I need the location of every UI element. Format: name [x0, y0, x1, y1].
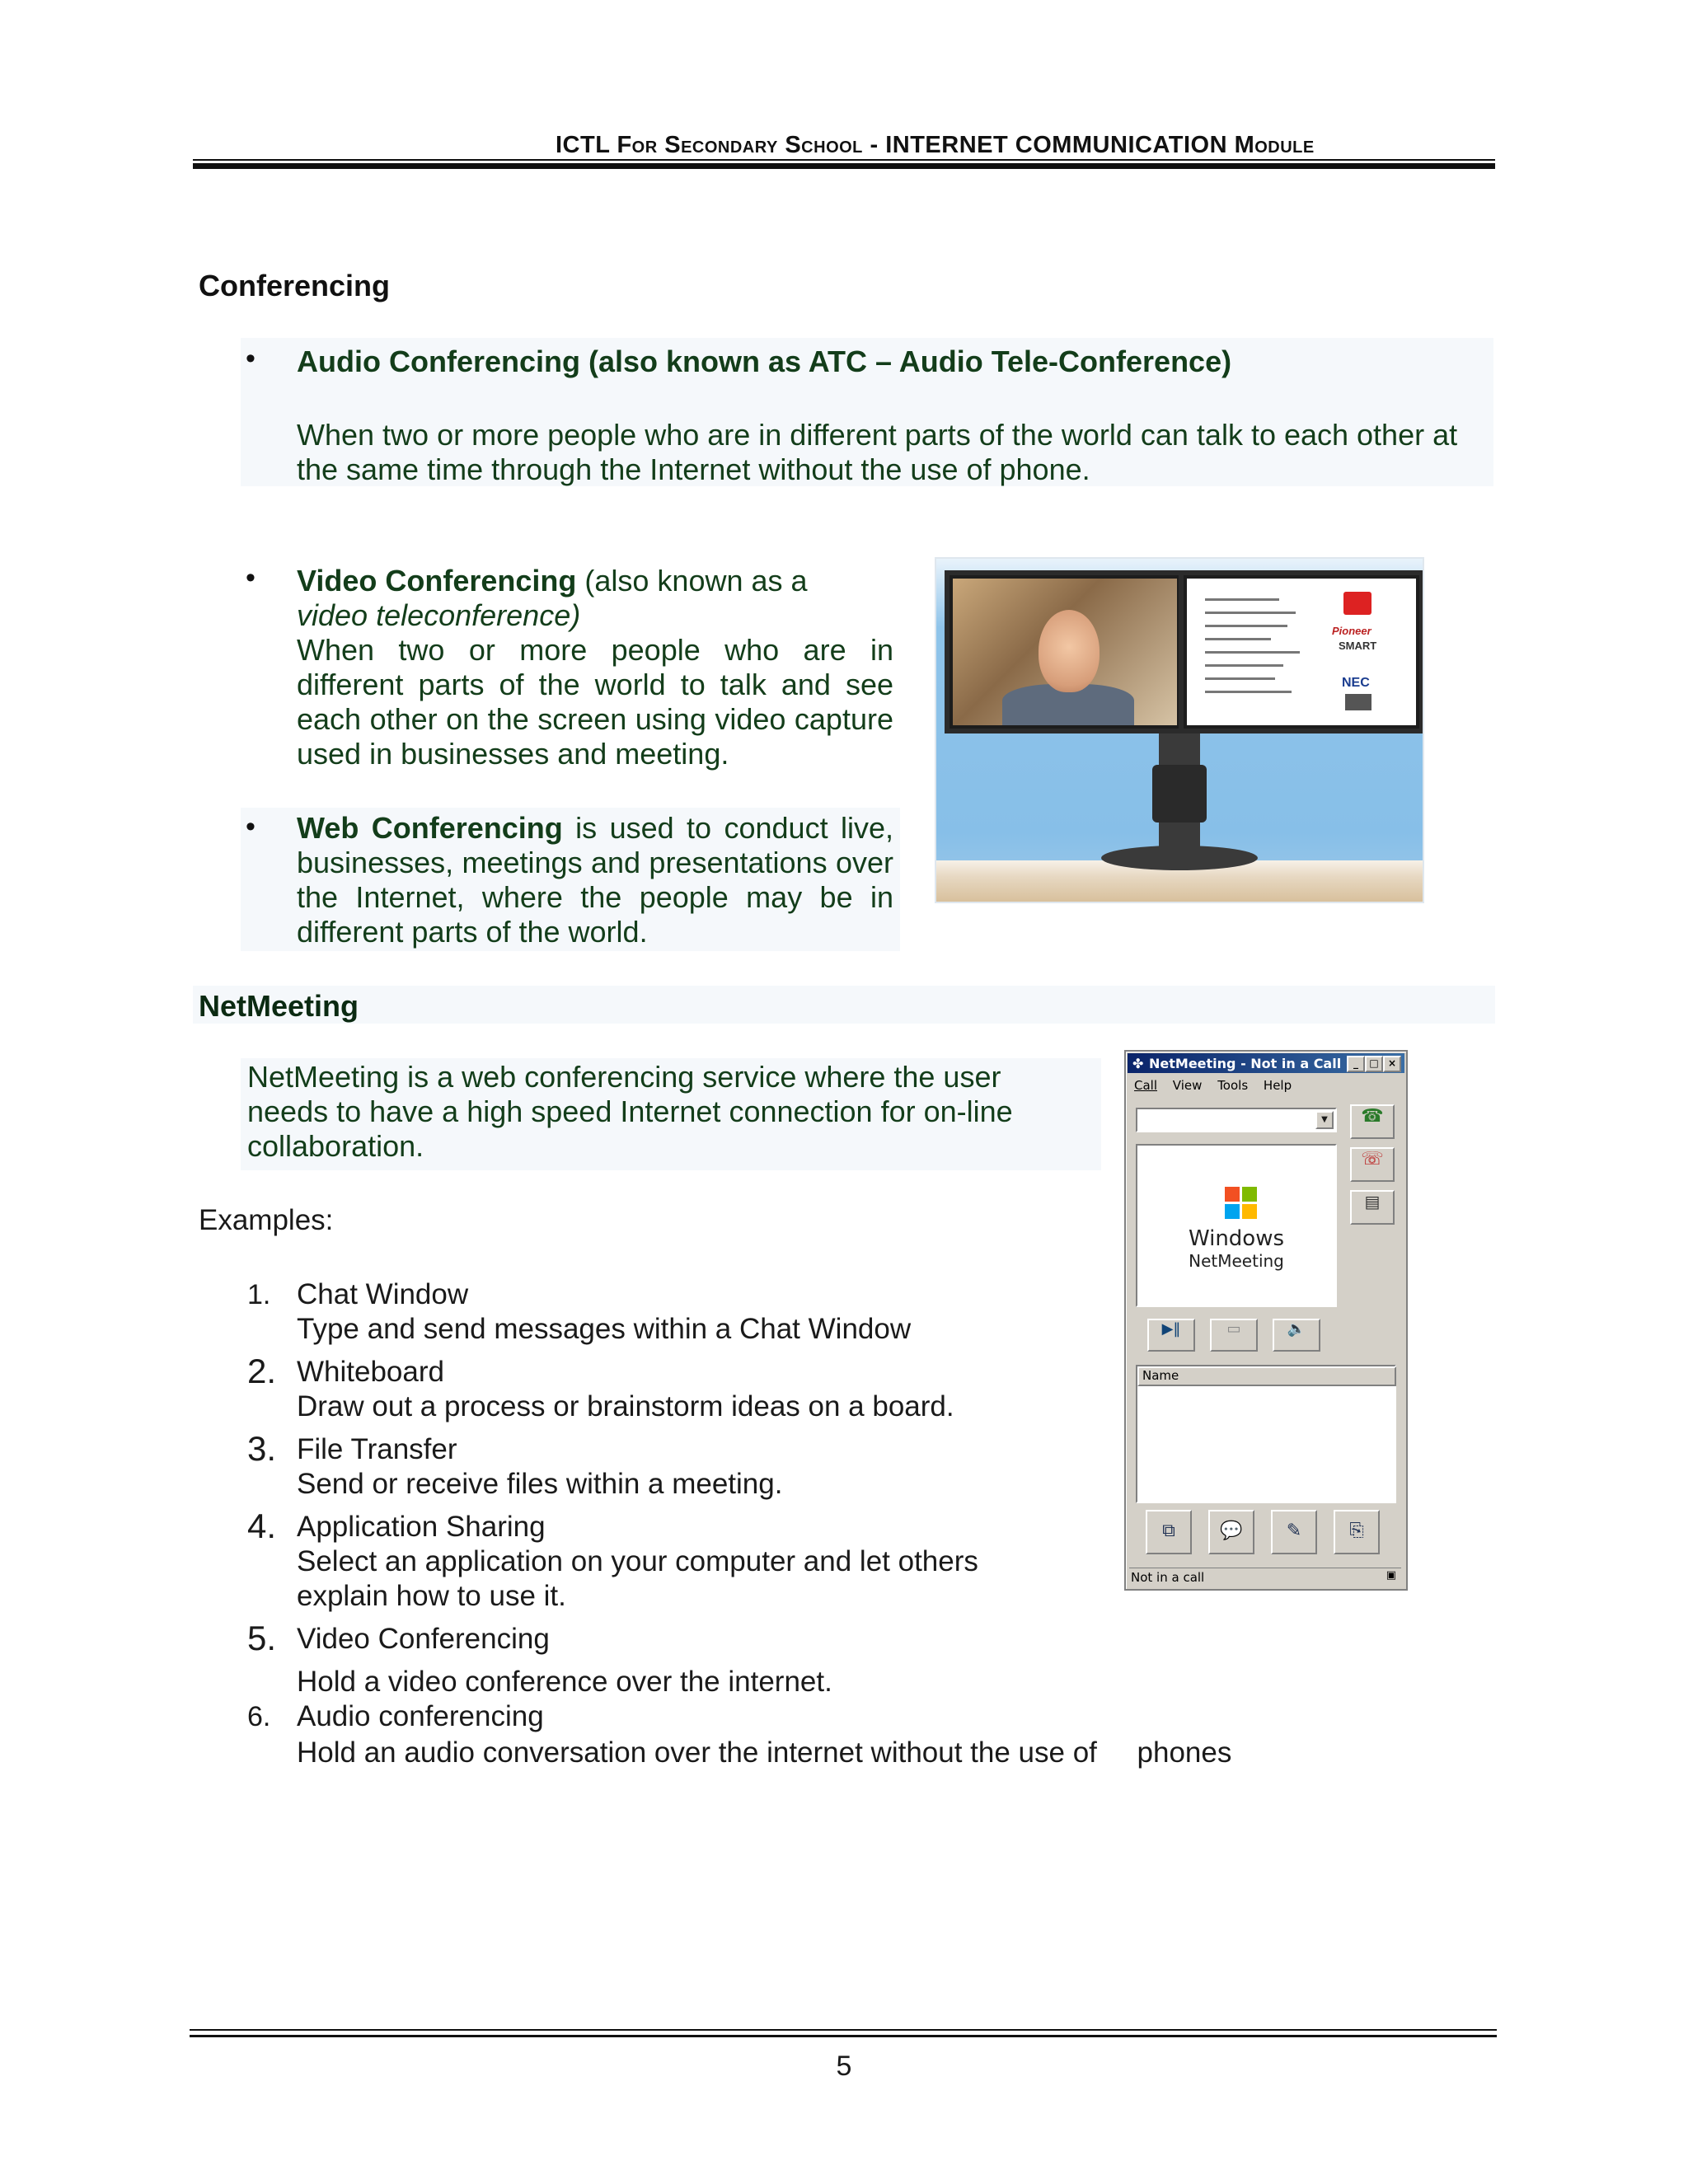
picture-in-picture-icon[interactable]: ▭	[1210, 1319, 1258, 1352]
right-monitor	[1179, 570, 1424, 733]
left-screen	[953, 579, 1177, 725]
menu-view[interactable]: View	[1172, 1078, 1203, 1093]
header-rule-thick	[193, 163, 1495, 169]
example-number: 1.	[247, 1279, 271, 1310]
nm-list-header-name[interactable]: Name	[1137, 1366, 1396, 1386]
audio-volume-icon[interactable]: 🔈	[1273, 1319, 1320, 1352]
example-desc: Hold a video conference over the internet.	[297, 1666, 832, 1698]
left-monitor	[945, 570, 1185, 733]
example-title: Audio conferencing	[297, 1700, 544, 1732]
example-number: 2.	[247, 1352, 277, 1390]
nm-address-combo[interactable]	[1136, 1108, 1337, 1132]
nm-participant-list	[1136, 1365, 1396, 1503]
stand-base	[1101, 846, 1258, 870]
slide-text-line	[1205, 651, 1300, 654]
example-number: 5.	[247, 1619, 277, 1657]
flag-blue	[1225, 1204, 1240, 1219]
slide-text-line	[1205, 625, 1287, 627]
netmeeting-body: NetMeeting is a web conferencing service where the user needs to have a high speed Internet connection for on-line collaboration.	[247, 1060, 1013, 1163]
header-part-3: Module	[1227, 132, 1315, 158]
share-program-icon[interactable]: ⧉	[1146, 1510, 1192, 1554]
close-icon[interactable]: ×	[1383, 1056, 1401, 1072]
example-number: 6.	[247, 1701, 271, 1732]
netmeeting-window	[1124, 1050, 1408, 1591]
slide-text-line	[1205, 638, 1271, 640]
example-title: Application Sharing	[297, 1511, 546, 1543]
chevron-down-icon[interactable]: ▼	[1315, 1111, 1334, 1129]
conferencing-title: Conferencing	[199, 269, 391, 302]
menu-help[interactable]: Help	[1263, 1078, 1292, 1093]
chat-icon[interactable]: 💬	[1208, 1510, 1254, 1554]
nm-title-text: NetMeeting - Not in a Call	[1149, 1056, 1342, 1071]
netmeeting-title-shade	[193, 986, 1495, 1024]
footer-rule-thin	[190, 2029, 1497, 2031]
footer-rule-thick	[190, 2035, 1497, 2037]
example-desc: Type and send messages within a Chat Window	[297, 1313, 912, 1345]
example-desc: Hold an audio conversation over the internet without the use of phones	[297, 1736, 1232, 1769]
audio-heading: Audio Conferencing (also known as ATC – Audio Tele-Conference)	[297, 344, 1232, 378]
nm-titlebar	[1128, 1053, 1404, 1073]
maximize-icon[interactable]: □	[1365, 1056, 1383, 1072]
nm-status-text: Not in a call	[1131, 1570, 1205, 1585]
examples-label: Examples:	[199, 1204, 334, 1236]
example-title: Chat Window	[297, 1278, 469, 1310]
slide-text-line	[1205, 598, 1279, 601]
menu-call[interactable]: Call	[1134, 1078, 1158, 1093]
web-paragraph	[297, 811, 893, 949]
file-transfer-icon[interactable]: ⎘	[1334, 1510, 1380, 1554]
nm-logo-windows: Windows	[1188, 1226, 1285, 1251]
audio-body: When two or more people who are in different parts of the world can talk to each other at the same time through the Internet without the use of phone.	[297, 418, 1458, 486]
video-body: When two or more people who are in different parts of the world to talk and see each other on the screen using video capture used in businesses and meeting.	[297, 633, 893, 771]
video-conference-photo	[935, 557, 1424, 903]
example-desc: Send or receive files within a meeting.	[297, 1468, 783, 1500]
person-face	[1039, 610, 1100, 692]
video-heading-italic: video teleconference)	[297, 598, 581, 632]
example-number: 3.	[247, 1429, 277, 1468]
menu-tools[interactable]: Tools	[1217, 1078, 1249, 1093]
network-status-icon: ▣	[1386, 1569, 1396, 1582]
bullet-dot: •	[246, 343, 256, 374]
nm-app-icon: ✤	[1132, 1056, 1144, 1071]
page-header-title	[556, 132, 1493, 159]
example-desc: Select an application on your computer and let others explain how to use it.	[297, 1545, 978, 1612]
header-part-2: INTERNET COMMUNICATION	[885, 132, 1228, 158]
play-pause-icon[interactable]: ▶‖	[1147, 1319, 1195, 1352]
header-part-1: ICTL For Secondary School -	[556, 132, 886, 158]
example-desc: Draw out a process or brainstorm ideas on a board.	[297, 1390, 954, 1422]
nm-menubar	[1134, 1078, 1292, 1093]
nm-video-area	[1136, 1144, 1337, 1307]
smart-logo: SMART	[1339, 640, 1377, 652]
web-heading-bold: Web Conferencing	[297, 811, 563, 845]
minimize-icon[interactable]: _	[1347, 1056, 1365, 1072]
flag-yellow	[1242, 1204, 1257, 1219]
example-title: Video Conferencing	[297, 1623, 550, 1655]
nm-status-bar	[1129, 1568, 1401, 1585]
right-screen-slide	[1187, 579, 1416, 725]
slide-text-line	[1205, 664, 1283, 667]
logo-grey-icon	[1345, 694, 1372, 710]
header-rule-thin	[193, 159, 1495, 161]
netmeeting-title: NetMeeting	[199, 989, 359, 1023]
flag-green	[1242, 1187, 1257, 1202]
web-body: is used to conduct live, businesses, meetings and presentations over the Internet, where the people may be in different parts of the world.	[297, 811, 893, 949]
slide-text-line	[1205, 691, 1292, 693]
whiteboard-icon[interactable]: ✎	[1271, 1510, 1317, 1554]
nec-logo: NEC	[1342, 676, 1370, 690]
example-title: Whiteboard	[297, 1356, 444, 1388]
video-heading	[297, 564, 898, 633]
pioneer-logo: Pioneer	[1332, 625, 1372, 637]
slide-text-line	[1205, 677, 1275, 680]
bullet-dot: •	[246, 562, 256, 593]
slide-text-line	[1205, 612, 1296, 614]
stand-box	[1152, 765, 1207, 823]
end-call-icon[interactable]: ☏	[1350, 1147, 1395, 1182]
bullet-dot: •	[246, 811, 256, 842]
nm-logo-netmeeting: NetMeeting	[1189, 1251, 1284, 1271]
windows-flag-icon	[1225, 1187, 1258, 1220]
directory-icon[interactable]: ▤	[1350, 1190, 1395, 1225]
page-number: 5	[836, 2050, 852, 2082]
example-title: File Transfer	[297, 1433, 457, 1465]
place-call-icon[interactable]: ☎	[1350, 1104, 1395, 1139]
video-heading-bold: Video Conferencing	[297, 564, 577, 598]
example-number: 4.	[247, 1507, 277, 1545]
video-heading-rest: (also known as a	[576, 564, 808, 598]
logo-red-icon	[1343, 592, 1372, 615]
flag-red	[1225, 1187, 1240, 1202]
